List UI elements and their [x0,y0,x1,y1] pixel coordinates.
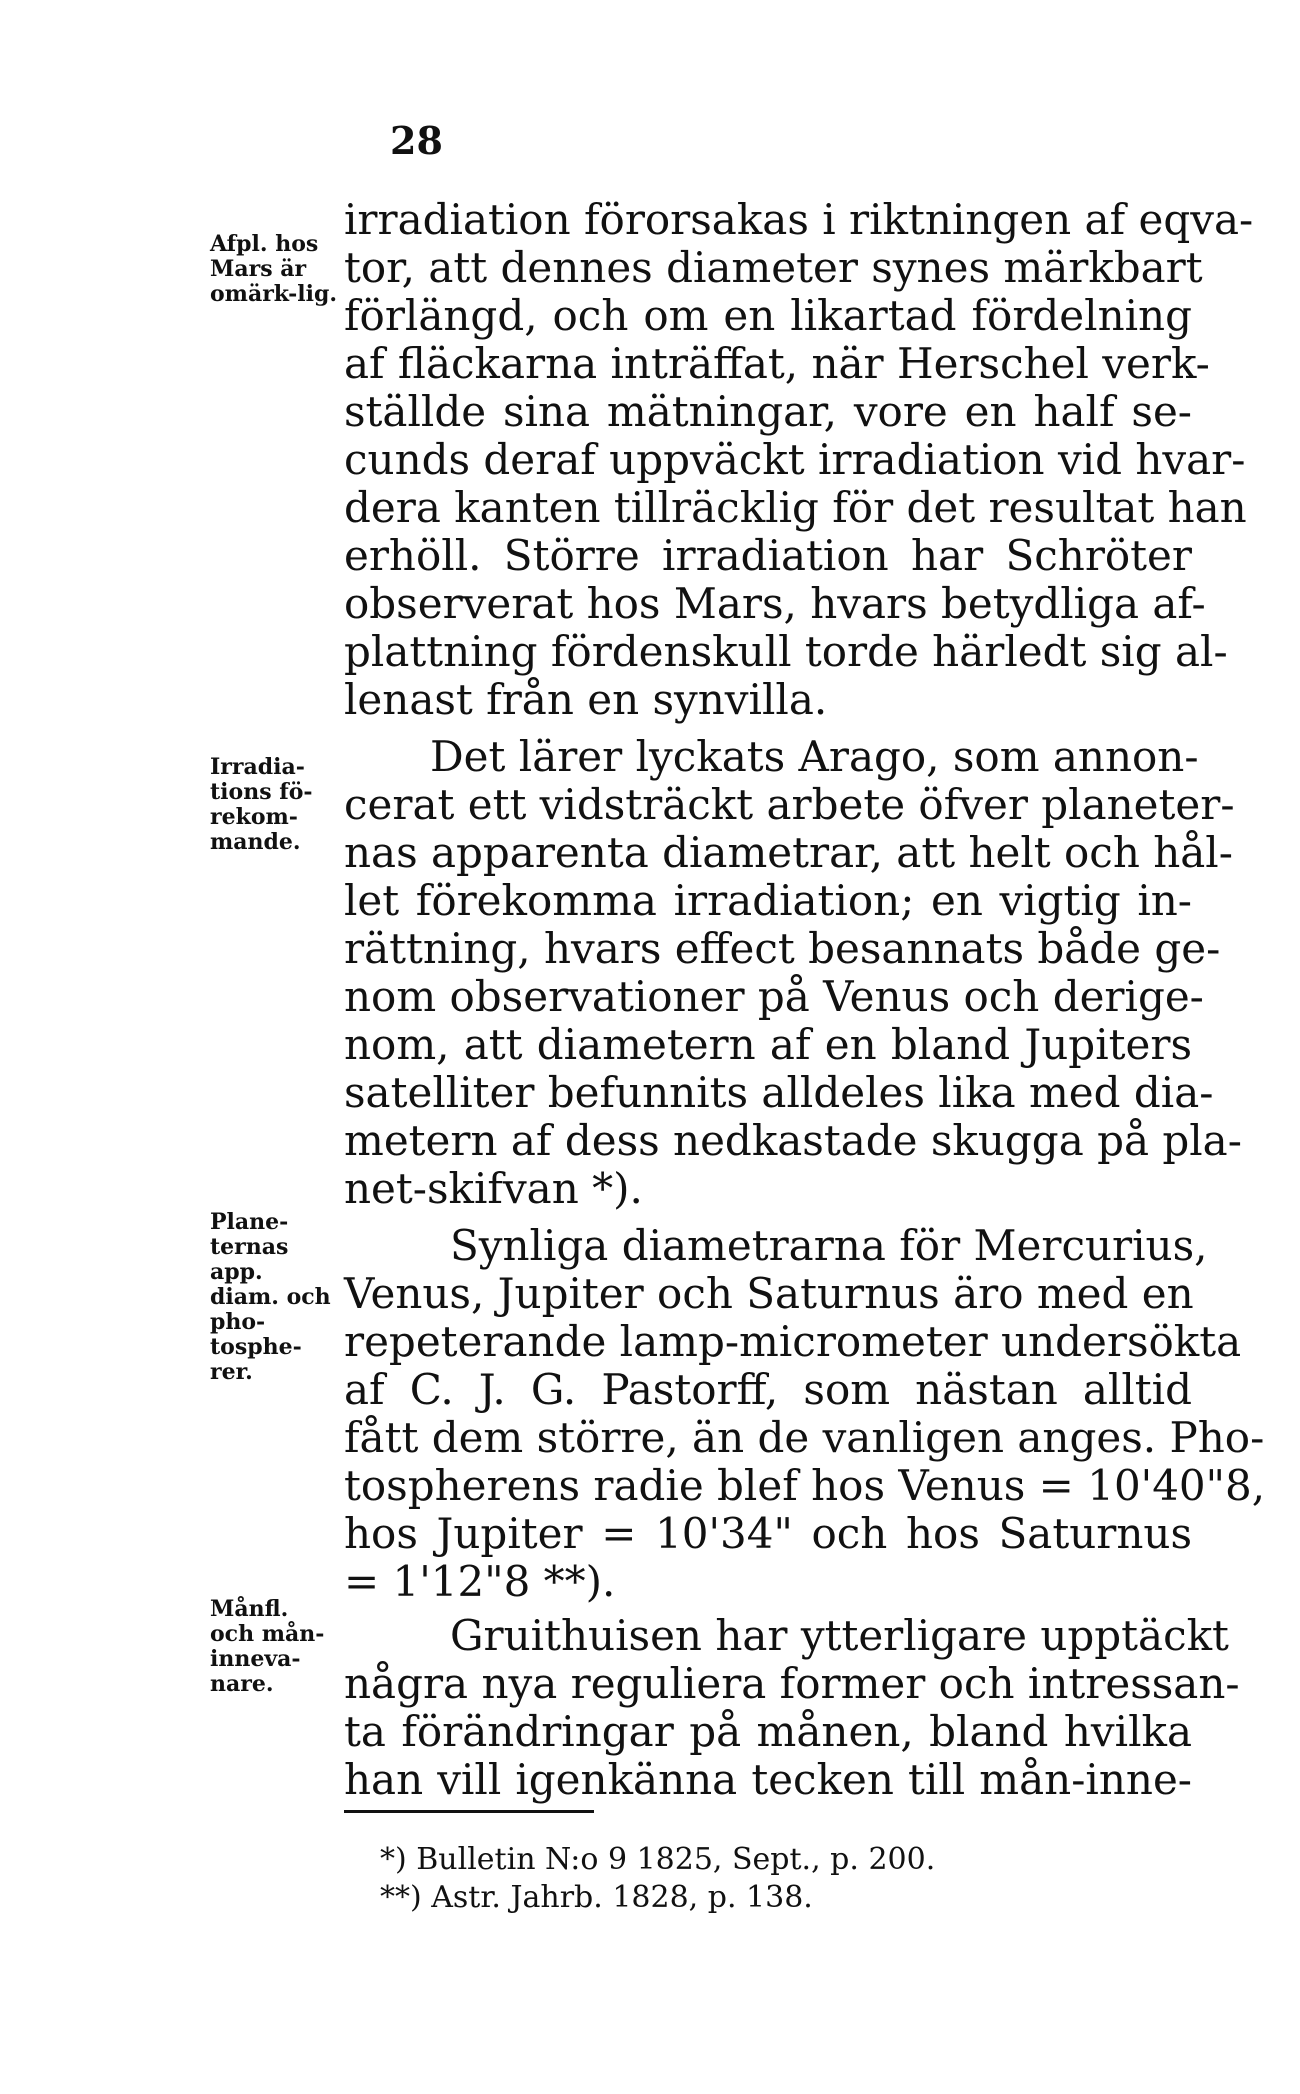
footnote-rule [344,1810,594,1813]
body-line: cunds deraf uppväckt irradiation vid hvar- [344,435,1246,484]
body-line: irradiation förorsakas i riktningen af eqva- [344,195,1254,244]
margin-note: Irradia-tions fö-rekom-mande. [210,754,313,855]
body-line: cerat ett vidsträckt arbete öfver planeter- [344,780,1235,829]
body-line: ta förändringar på månen, bland hvilka [344,1707,1192,1756]
margin-note: Månfl. och mån-inneva-nare. [210,1596,325,1697]
body-line: nom, att diametern af en bland Jupiters [344,1020,1192,1069]
body-line: dera kanten tillräcklig för det resultat han [344,483,1247,532]
body-line: nom observationer på Venus och derige- [344,972,1204,1021]
body-line: rättning, hvars effect besannats både ge- [344,924,1221,973]
page-number: 28 [390,118,443,163]
body-line: han vill igenkänna tecken till mån-inne- [344,1755,1192,1804]
body-line: observerat hos Mars, hvars betydliga af- [344,579,1206,628]
body-line: = 1'12"8 **). [344,1557,616,1606]
body-line: metern af dess nedkastade skugga på pla- [344,1116,1242,1165]
body-line: repeterande lamp-micrometer undersökta [344,1317,1242,1366]
body-line: några nya reguliera former och intressan- [344,1659,1240,1708]
body-line: satelliter befunnits alldeles lika med dia- [344,1068,1214,1117]
body-line: fått dem större, än de vanligen anges. Pho- [344,1413,1265,1462]
body-line: Gruithuisen har ytterligare upptäckt [450,1611,1229,1660]
footnote: *) Bulletin N:o 9 1825, Sept., p. 200. [380,1842,936,1877]
body-line: erhöll. Större irradiation har Schröter [344,531,1192,580]
body-line: hos Jupiter = 10'34" och hos Saturnus [344,1509,1192,1558]
body-line: förlängd, och om en likartad fördelning [344,291,1192,340]
body-line: ställde sina mätningar, vore en half se- [344,387,1192,436]
body-line: tospherens radie blef hos Venus = 10'40"8, [344,1461,1266,1510]
body-line: nas apparenta diametrar, att helt och hål- [344,828,1233,877]
footnote: **) Astr. Jahrb. 1828, p. 138. [380,1880,813,1915]
body-line: Det lärer lyckats Arago, som annon- [430,732,1199,781]
body-line: Synliga diametrarna för Mercurius, [450,1221,1208,1270]
body-line: plattning fördenskull torde härledt sig al- [344,627,1228,676]
margin-note: Afpl. hos Mars är omärk-lig. [210,231,338,307]
body-line: af C. J. G. Pastorff, som nästan alltid [344,1365,1192,1414]
body-line: let förekomma irradiation; en vigtig in- [344,876,1192,925]
body-line: tor, att dennes diameter synes märkbart [344,243,1203,292]
margin-note: Plane-ternas app. diam. och pho-tosphe-rer. [210,1209,331,1385]
body-line: net-skifvan *). [344,1164,643,1213]
body-line: lenast från en synvilla. [344,675,828,724]
body-line: Venus, Jupiter och Saturnus äro med en [344,1269,1194,1318]
body-line: af fläckarna inträffat, när Herschel verk- [344,339,1210,388]
